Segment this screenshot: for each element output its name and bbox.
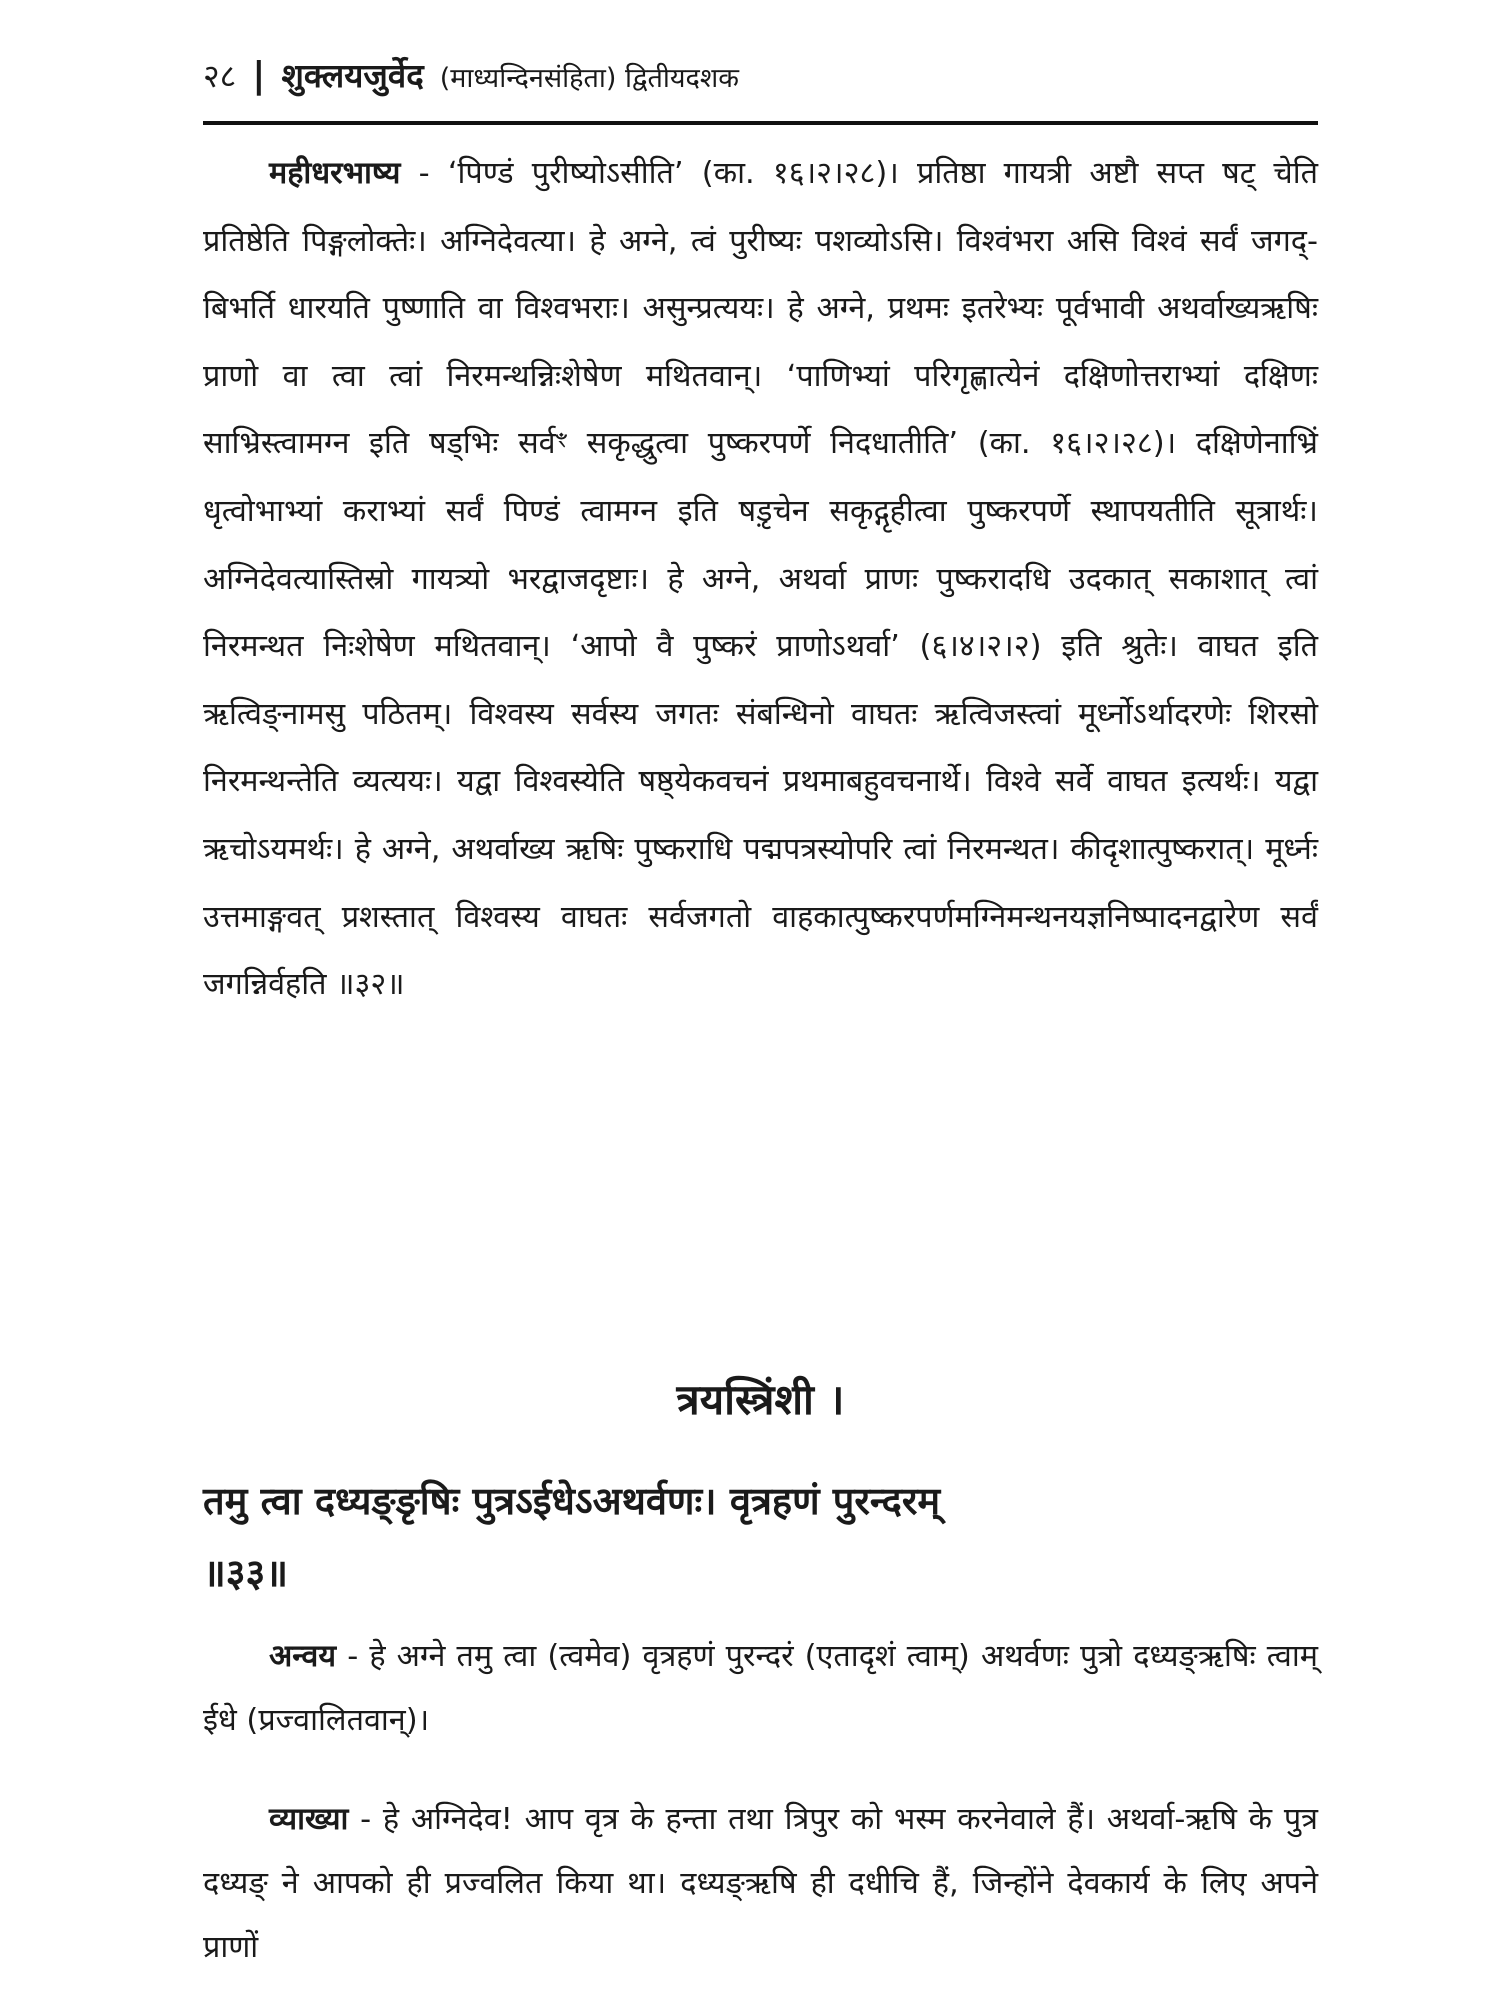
- mantra-line: तमु त्वा दध्यङ्ङृषिः पुत्रऽईधेऽअथर्वणः। वृत्रहणं पुरन्दरम्: [203, 1479, 941, 1523]
- anvaya-text: - हे अग्ने तमु त्वा (त्वमेव) वृत्रहणं पुरन्दरं (एतादृशं त्वाम्) अथर्वणः पुत्रो दध्यङ्ऋषिः त्वाम् ईधे (प्रज्वालितवान्)।: [203, 1639, 1318, 1738]
- vyakhya-text: - हे अग्निदेव! आप वृत्र के हन्ता तथा त्रिपुर को भस्म करनेवाले हैं। अथर्वा-ऋषि के पुत्र दध्यङ् ने आपको ही प्रज्वलित किया था। दध्यङ्ऋषि ही दधीचि हैं, जिन्होंने देवकार्य के लिए अपने प्राणों: [203, 1802, 1318, 1965]
- page-number: २८: [203, 57, 237, 95]
- header-rule: [203, 121, 1318, 125]
- book-title: शुक्लयजुर्वेद: [281, 56, 424, 95]
- vyakhya-label: व्याख्या: [269, 1802, 349, 1837]
- mahidhara-commentary: [203, 140, 1318, 1019]
- page-header: [203, 52, 1318, 112]
- anvaya-label: अन्वय: [269, 1639, 337, 1674]
- commentary-text: - ‘पिण्डं पुरीष्योऽसीति’ (का. १६।२।२८)। प्रतिष्ठा गायत्री अष्टौ सप्त षट् चेति प्रतिष्ठेति पिङ्गलोक्तेः। अग्निदेवत्या। हे अग्ने, त्वं पुरीष्यः पशव्योऽसि। विश्वंभरा असि विश्वं सर्वं जगद्-बिभर्ति धारयति पुष्णाति वा विश्वभराः। असुन्प्रत्ययः। हे अग्ने, प्रथमः इतरेभ्यः पूर्वभावी अथर्वाख्यऋषिः प्राणो वा त्वा त्वां निरमन्थन्निःशेषेण मथितवान्। ‘पाणिभ्यां परिगृह्णात्येनं दक्षिणोत्तराभ्यां दक्षिणः साभ्रिस्त्वामग्न इति षड्भिः सर्वꣳ सकृद्धुत्वा पुष्करपर्णे निदधातीति’ (का. १६।२।२८)। दक्षिणेनाभ्रिं धृत्वोभाभ्यां कराभ्यां सर्वं पिण्डं त्वामग्न इति षड़ृचेन सकृद्गृहीत्वा पुष्करपर्णे स्थापयतीति सूत्रार्थः। अग्निदेवत्यास्तिस्रो गायत्र्यो भरद्वाजदृष्टाः। हे अग्ने, अथर्वा प्राणः पुष्करादधि उदकात् सकाशात् त्वां निरमन्थत निःशेषेण मथितवान्। ‘आपो वै पुष्करं प्राणोऽथर्वा’ (६।४।२।२) इति श्रुतेः। वाघत इति ऋत्विङ्नामसु पठितम्। विश्वस्य सर्वस्य जगतः संबन्धिनो वाघतः ऋत्विजस्त्वां मूर्ध्नोऽर्थादरणेः शिरसो निरमन्थन्तेति व्यत्ययः। यद्वा विश्वस्येति षष्ठ्येकवचनं प्रथमाबहुवचनार्थे। विश्वे सर्वे वाघत इत्यर्थः। यद्वा ऋचोऽयमर्थः। हे अग्ने, अथर्वाख्य ऋषिः पुष्कराधि पद्मपत्रस्योपरि त्वां निरमन्थत। कीदृशात्पुष्करात्। मूर्ध्नः उत्तमाङ्गवत् प्रशस्तात् विश्वस्य वाघतः सर्वजगतो वाहकात्पुष्करपर्णमग्निमन्थनयज्ञनिष्पादनद्वारेण सर्वं जगन्निर्वहति ॥३२॥: [203, 156, 1318, 1003]
- section-heading: त्रयस्त्रिंशी ।: [676, 1375, 845, 1424]
- book-subtitle: (माध्यन्दिनसंहिता) द्वितीयदशक: [439, 63, 739, 94]
- vyakhya-paragraph: [203, 1788, 1318, 1980]
- mantra-verse: [203, 1465, 1318, 1609]
- anvaya-paragraph: [203, 1625, 1318, 1753]
- commentary-label: महीधरभाष्य: [269, 156, 401, 191]
- header-separator: |: [252, 55, 266, 96]
- mantra-number: ॥३३॥: [203, 1551, 289, 1595]
